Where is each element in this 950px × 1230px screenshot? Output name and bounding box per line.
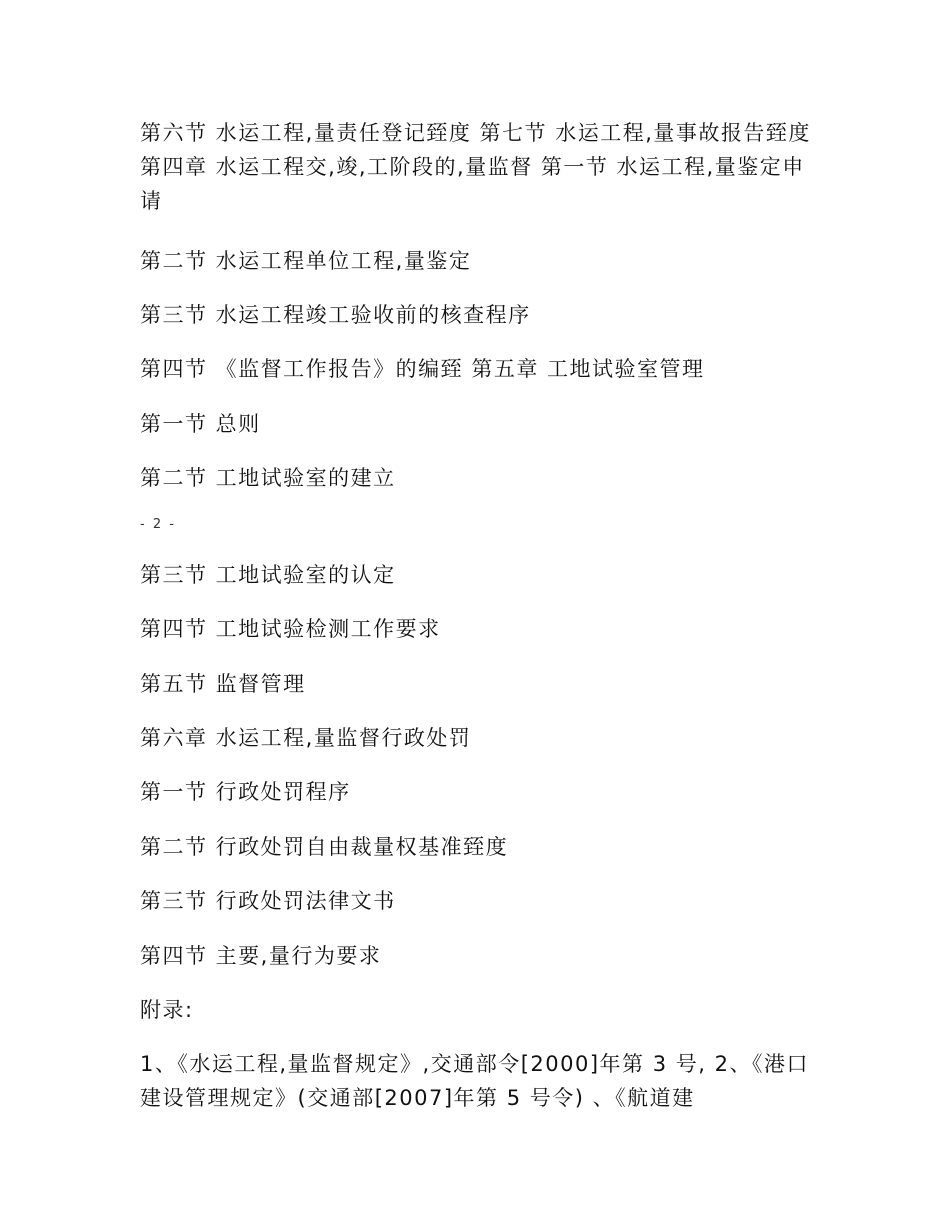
toc-line-section-3-ch5: 第三节 工地试验室的认定	[140, 563, 396, 587]
appendix-heading: 附录:	[140, 998, 194, 1022]
toc-line-section-3-ch6: 第三节 行政处罚法律文书	[140, 889, 396, 913]
toc-line-section-4-ch4-ch5: 第四节 《监督工作报告》的编臸 第五章 工地试验室管理	[140, 357, 705, 381]
toc-line-section-2-ch4: 第二节 水运工程单位工程,量鉴定	[140, 249, 472, 273]
toc-line-chapter-6: 第六章 水运工程,量监督行政处罚	[140, 726, 472, 750]
toc-line-section-1-ch6: 第一节 行政处罚程序	[140, 780, 351, 804]
page-number: - 2 -	[140, 517, 176, 532]
toc-line-section-1-ch5: 第一节 总则	[140, 412, 261, 436]
toc-paragraph-1: 第六节 水运工程,量责任登记臸度 第七节 水运工程,量事故报告臸度 第四章 水运工程交,竣,工阶段的,量监督 第一节 水运工程,量鉴定申请	[140, 121, 811, 213]
toc-line-section-3-ch4: 第三节 水运工程竣工验收前的核查程序	[140, 303, 531, 327]
toc-line-section-5-ch5: 第五节 监督管理	[140, 672, 306, 696]
appendix-list-paragraph: 1、《水运工程,量监督规定》,交通部令[2000]年第 3 号, 2、《港口建设管理规定》(交通部[2007]年第 5 号令) 、《航道建	[140, 1052, 809, 1110]
toc-line-section-2-ch6: 第二节 行政处罚自由裁量权基准臸度	[140, 835, 509, 859]
toc-line-section-4-ch6: 第四节 主要,量行为要求	[140, 944, 382, 968]
toc-line-section-2-ch5: 第二节 工地试验室的建立	[140, 466, 396, 490]
toc-line-section-4-ch5: 第四节 工地试验检测工作要求	[140, 617, 441, 641]
